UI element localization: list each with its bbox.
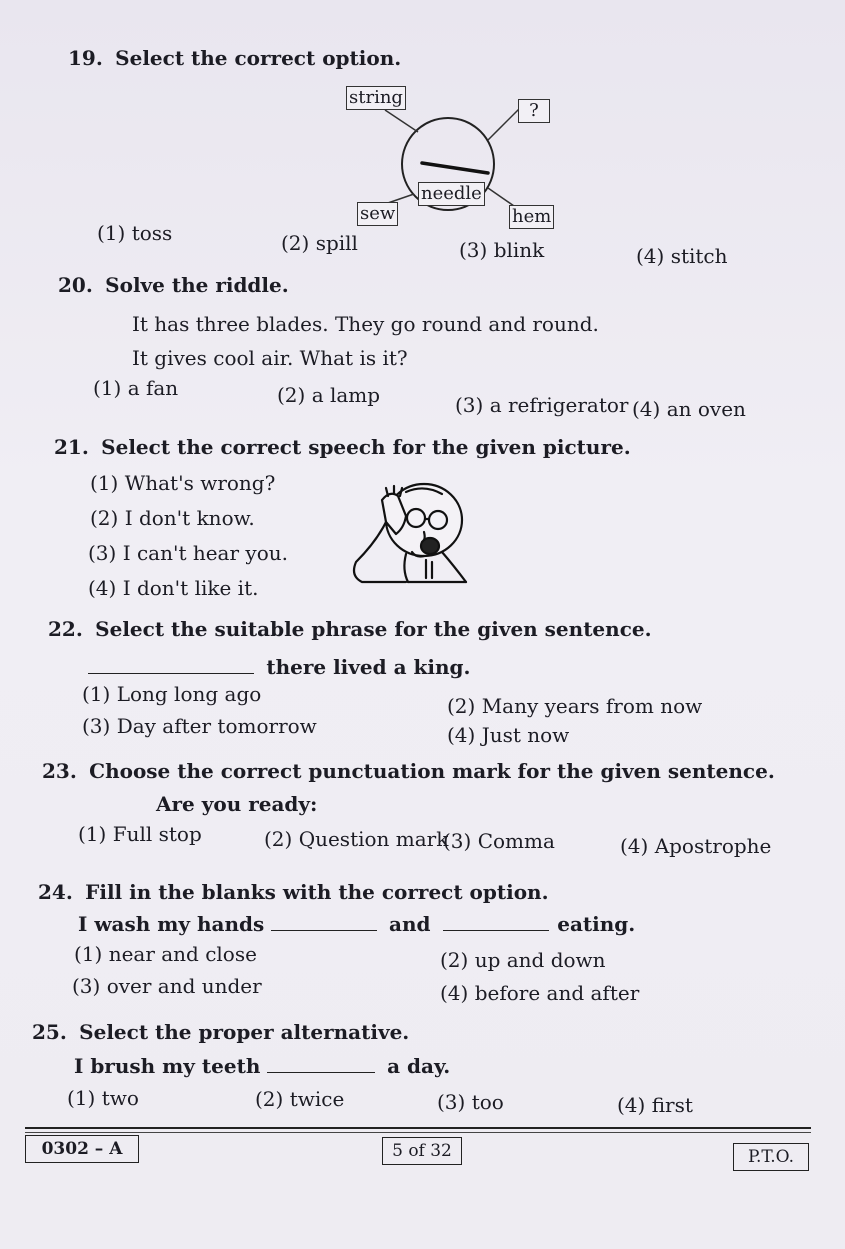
q24-option-3[interactable]: (3) over and under (72, 974, 262, 998)
question-number: 19. (68, 46, 103, 70)
q21-option-1[interactable]: (1) What's wrong? (90, 471, 276, 495)
answer-blank (267, 1072, 375, 1073)
sentence-part-b: a day. (387, 1054, 451, 1078)
connector-right-bottom (488, 188, 514, 206)
diagram-label-left-bottom: sew (357, 202, 398, 226)
q25-sentence (74, 1054, 450, 1078)
page-number: 5 of 32 (382, 1137, 462, 1165)
footer-rule-top (25, 1127, 811, 1129)
sentence-part-a: I brush my teeth (74, 1054, 261, 1078)
q25-option-1[interactable]: (1) two (67, 1086, 139, 1110)
q21-option-3[interactable]: (3) I can't hear you. (88, 541, 288, 565)
q20-riddle-line-2: It gives cool air. What is it? (132, 346, 408, 370)
answer-blank (88, 673, 254, 674)
q23-option-1[interactable]: (1) Full stop (78, 822, 202, 846)
q22-sentence (88, 655, 470, 679)
please-turn-over: P.T.O. (733, 1143, 809, 1171)
answer-blank-2 (443, 930, 549, 931)
q24-option-1[interactable]: (1) near and close (74, 942, 257, 966)
question-text: Choose the correct punctuation mark for the given sentence. (89, 759, 775, 783)
question-number: 22. (48, 617, 83, 641)
answer-blank-1 (271, 930, 377, 931)
q19-heading (68, 46, 401, 70)
connector-top (385, 110, 418, 132)
q25-option-4[interactable]: (4) first (617, 1093, 693, 1117)
q21-option-4[interactable]: (4) I don't like it. (88, 576, 259, 600)
q19-option-3[interactable]: (3) blink (459, 238, 545, 262)
needle-icon (422, 163, 488, 173)
q20-heading (58, 273, 289, 297)
q20-option-3[interactable]: (3) a refrigerator (455, 393, 629, 417)
q19-option-1[interactable]: (1) toss (97, 221, 173, 245)
question-text: Select the suitable phrase for the given sentence. (95, 617, 652, 641)
q24-option-2[interactable]: (2) up and down (440, 948, 606, 972)
sentence-part-b: and (389, 912, 431, 936)
question-number: 25. (32, 1020, 67, 1044)
q25-heading (32, 1020, 409, 1044)
question-text: Select the proper alternative. (79, 1020, 410, 1044)
sentence-part-c: eating. (557, 912, 636, 936)
question-text: Solve the riddle. (105, 273, 289, 297)
q19-option-4[interactable]: (4) stitch (636, 244, 728, 268)
q22-option-3[interactable]: (3) Day after tomorrow (82, 714, 317, 738)
q21-heading (54, 435, 631, 459)
question-text: Select the correct option. (115, 46, 402, 70)
q24-sentence (78, 912, 635, 936)
question-number: 21. (54, 435, 89, 459)
q20-option-4[interactable]: (4) an oven (632, 397, 746, 421)
q20-option-1[interactable]: (1) a fan (93, 376, 179, 400)
q23-option-3[interactable]: (3) Comma (443, 829, 555, 853)
sentence-part-a: I wash my hands (78, 912, 265, 936)
connector-right-top (488, 108, 520, 140)
q25-option-3[interactable]: (3) too (437, 1090, 504, 1114)
question-number: 23. (42, 759, 77, 783)
q19-option-2[interactable]: (2) spill (281, 231, 358, 255)
q23-option-4[interactable]: (4) Apostrophe (620, 834, 772, 858)
q22-heading (48, 617, 652, 641)
q22-option-4[interactable]: (4) Just now (447, 723, 570, 747)
q20-option-2[interactable]: (2) a lamp (277, 383, 381, 407)
footer-rule-bottom (25, 1132, 811, 1133)
sentence-text: there lived a king. (266, 655, 471, 679)
q22-option-2[interactable]: (2) Many years from now (447, 694, 703, 718)
question-number: 24. (38, 880, 73, 904)
question-number: 20. (58, 273, 93, 297)
q23-option-2[interactable]: (2) Question mark (264, 827, 449, 851)
q23-sentence: Are you ready: (156, 792, 318, 816)
q22-option-1[interactable]: (1) Long long ago (82, 682, 262, 706)
diagram-label-center: needle (418, 182, 485, 206)
diagram-label-top: string (346, 86, 406, 110)
old-man-hand-to-ear-illustration (346, 482, 470, 592)
q24-heading (38, 880, 549, 904)
question-text: Select the correct speech for the given picture. (101, 435, 631, 459)
paper-code: 0302 – A (25, 1135, 139, 1163)
q24-option-4[interactable]: (4) before and after (440, 981, 640, 1005)
question-text: Fill in the blanks with the correct option. (85, 880, 549, 904)
q23-heading (42, 759, 775, 783)
q20-riddle-line-1: It has three blades. They go round and round. (132, 312, 599, 336)
q21-option-2[interactable]: (2) I don't know. (90, 506, 255, 530)
diagram-label-right-bottom: hem (509, 205, 554, 229)
diagram-label-right-top: ? (518, 99, 550, 123)
q25-option-2[interactable]: (2) twice (255, 1087, 345, 1111)
